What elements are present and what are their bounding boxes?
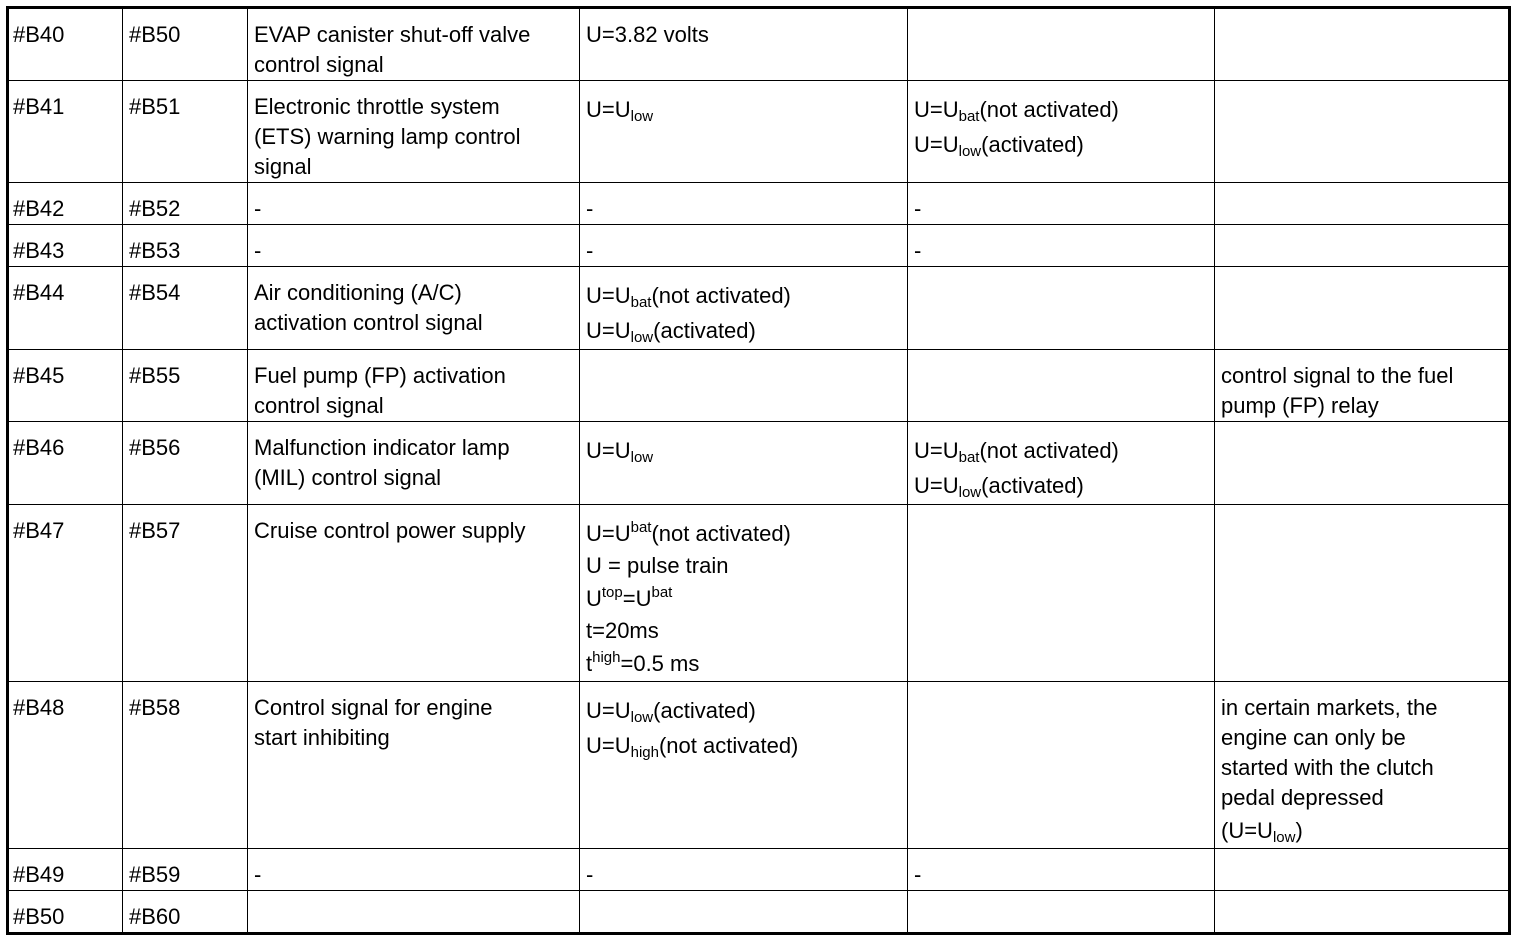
pin-a-cell — [8, 422, 123, 505]
cell-line: - — [586, 196, 594, 221]
cell-text: #B40 — [13, 22, 65, 47]
value2-cell — [908, 225, 1215, 267]
pin-b-cell — [123, 8, 248, 81]
cell-line: $U^{top}=U^{bat}$ — [586, 584, 673, 611]
pin-b-cell — [123, 350, 248, 422]
pin-b-cell — [123, 81, 248, 183]
cell-line: - — [914, 862, 922, 887]
cell-line: $U=U_{bat}(not$ activated) — [586, 283, 791, 311]
pin-a-cell — [8, 225, 123, 267]
cell-line: signal — [254, 154, 312, 179]
cell-line: - — [254, 862, 262, 887]
value-cell — [580, 81, 908, 183]
cell-text: #B49 — [13, 862, 65, 887]
pin-a-cell — [8, 891, 123, 934]
table-row — [8, 183, 1510, 225]
cell-line: pedal depressed — [1221, 785, 1384, 810]
cell-text: #B45 — [13, 363, 65, 388]
pin-b-cell — [123, 891, 248, 934]
table-row — [8, 81, 1510, 183]
pin-a-cell — [8, 183, 123, 225]
value-cell — [580, 505, 908, 682]
cell-line: in certain markets, the — [1221, 695, 1438, 720]
table-row — [8, 505, 1510, 682]
cell-line: $U=U_{high}(not$ activated) — [586, 733, 799, 761]
cell-line: $U=U_{low}(activated)$ — [586, 698, 756, 726]
cell-line: - — [914, 238, 922, 263]
cell-line: - — [586, 862, 594, 887]
pin-b-cell — [123, 183, 248, 225]
remarks-cell — [1215, 422, 1510, 505]
pin-b-cell — [123, 505, 248, 682]
cell-text: #B53 — [129, 238, 181, 263]
cell-text: #B44 — [13, 280, 65, 305]
cell-line: $U=U_{bat}(not$ activated) — [914, 97, 1119, 125]
cell-line: Control signal for engine — [254, 695, 493, 720]
pin-a-cell — [8, 8, 123, 81]
cell-line: started with the clutch — [1221, 755, 1434, 780]
description-cell — [248, 183, 580, 225]
value2-cell — [908, 267, 1215, 350]
value-cell — [580, 225, 908, 267]
value-cell — [580, 8, 908, 81]
cell-line: start inhibiting — [254, 725, 390, 750]
remarks-cell — [1215, 682, 1510, 849]
cell-line: $U=U_{low}$ — [586, 438, 654, 466]
pin-a-cell — [8, 682, 123, 849]
cell-line: $U=U^{bat}(not$ activated) — [586, 519, 791, 546]
value2-cell — [908, 682, 1215, 849]
value2-cell — [908, 849, 1215, 891]
cell-line: pump (FP) relay — [1221, 393, 1379, 418]
table-row — [8, 849, 1510, 891]
remarks-cell — [1215, 267, 1510, 350]
description-cell — [248, 891, 580, 934]
table-row — [8, 8, 1510, 81]
cell-text: #B50 — [13, 904, 65, 929]
cell-line: - — [914, 196, 922, 221]
table-row — [8, 267, 1510, 350]
pin-a-cell — [8, 267, 123, 350]
value-cell — [580, 350, 908, 422]
description-cell — [248, 505, 580, 682]
description-cell — [248, 81, 580, 183]
pin-table — [6, 6, 1511, 935]
remarks-cell — [1215, 8, 1510, 81]
description-cell — [248, 422, 580, 505]
cell-line: $U=U_{low}(activated)$ — [586, 318, 756, 346]
value2-cell — [908, 350, 1215, 422]
remarks-cell — [1215, 505, 1510, 682]
table-row — [8, 682, 1510, 849]
cell-line: Fuel pump (FP) activation — [254, 363, 506, 388]
pin-b-cell — [123, 849, 248, 891]
description-cell — [248, 682, 580, 849]
value2-cell — [908, 891, 1215, 934]
cell-line: $U=U_{low}(activated)$ — [914, 132, 1084, 160]
cell-text: #B57 — [129, 518, 181, 543]
pin-b-cell — [123, 267, 248, 350]
remarks-cell — [1215, 891, 1510, 934]
pin-table-body — [8, 8, 1510, 934]
table-row — [8, 422, 1510, 505]
value2-cell — [908, 183, 1215, 225]
pin-b-cell — [123, 225, 248, 267]
pin-a-cell — [8, 81, 123, 183]
table-row — [8, 891, 1510, 934]
value-cell — [580, 891, 908, 934]
remarks-cell — [1215, 225, 1510, 267]
value-cell — [580, 183, 908, 225]
cell-line: control signal — [254, 52, 384, 77]
cell-line: control signal to the fuel — [1221, 363, 1454, 388]
cell-line: activation control signal — [254, 310, 483, 335]
cell-text: #B42 — [13, 196, 65, 221]
description-cell — [248, 225, 580, 267]
value2-cell — [908, 81, 1215, 183]
cell-line: control signal — [254, 393, 384, 418]
cell-text: #B50 — [129, 22, 181, 47]
cell-text: #B55 — [129, 363, 181, 388]
cell-line: (MIL) control signal — [254, 465, 442, 490]
pin-a-cell — [8, 350, 123, 422]
table-row — [8, 225, 1510, 267]
value-cell — [580, 422, 908, 505]
cell-line: - — [254, 238, 262, 263]
cell-line: U=3.82 volts — [586, 22, 709, 47]
cell-line: (ETS) warning lamp control — [254, 124, 521, 149]
cell-text: #B54 — [129, 280, 181, 305]
description-cell — [248, 350, 580, 422]
cell-line: EVAP canister shut-off valve — [254, 22, 531, 47]
cell-text: #B51 — [129, 94, 181, 119]
pin-b-cell — [123, 682, 248, 849]
pin-b-cell — [123, 422, 248, 505]
remarks-cell — [1215, 849, 1510, 891]
cell-text: #B52 — [129, 196, 181, 221]
value-cell — [580, 682, 908, 849]
pin-a-cell — [8, 505, 123, 682]
cell-text: #B43 — [13, 238, 65, 263]
remarks-cell — [1215, 81, 1510, 183]
cell-line: Malfunction indicator lamp — [254, 435, 510, 460]
cell-text: #B59 — [129, 862, 181, 887]
cell-text: #B60 — [129, 904, 181, 929]
cell-text: #B47 — [13, 518, 65, 543]
cell-line: $U=U_{low}(activated)$ — [914, 473, 1084, 501]
pin-a-cell — [8, 849, 123, 891]
description-cell — [248, 8, 580, 81]
cell-line: - — [254, 196, 262, 221]
cell-line: U = pulse train — [586, 553, 729, 578]
table-row — [8, 350, 1510, 422]
cell-line: Cruise control power supply — [254, 518, 526, 543]
cell-line: Electronic throttle system — [254, 94, 500, 119]
cell-text: #B48 — [13, 695, 65, 720]
value2-cell — [908, 422, 1215, 505]
value-cell — [580, 849, 908, 891]
remarks-cell — [1215, 350, 1510, 422]
cell-line: $(U=U_{low})$ — [1221, 818, 1303, 846]
description-cell — [248, 849, 580, 891]
value-cell — [580, 267, 908, 350]
cell-line: $U=U_{low}$ — [586, 97, 654, 125]
description-cell — [248, 267, 580, 350]
cell-text: #B58 — [129, 695, 181, 720]
value2-cell — [908, 505, 1215, 682]
cell-line: $U=U_{bat}(not$ activated) — [914, 438, 1119, 466]
cell-line: $t^{high}=0.5$ ms — [586, 649, 700, 676]
cell-line: Air conditioning (A/C) — [254, 280, 462, 305]
cell-text: #B41 — [13, 94, 65, 119]
value2-cell — [908, 8, 1215, 81]
cell-line: - — [586, 238, 594, 263]
cell-line: t=20ms — [586, 618, 659, 643]
cell-text: #B46 — [13, 435, 65, 460]
remarks-cell — [1215, 183, 1510, 225]
cell-text: #B56 — [129, 435, 181, 460]
cell-line: engine can only be — [1221, 725, 1406, 750]
